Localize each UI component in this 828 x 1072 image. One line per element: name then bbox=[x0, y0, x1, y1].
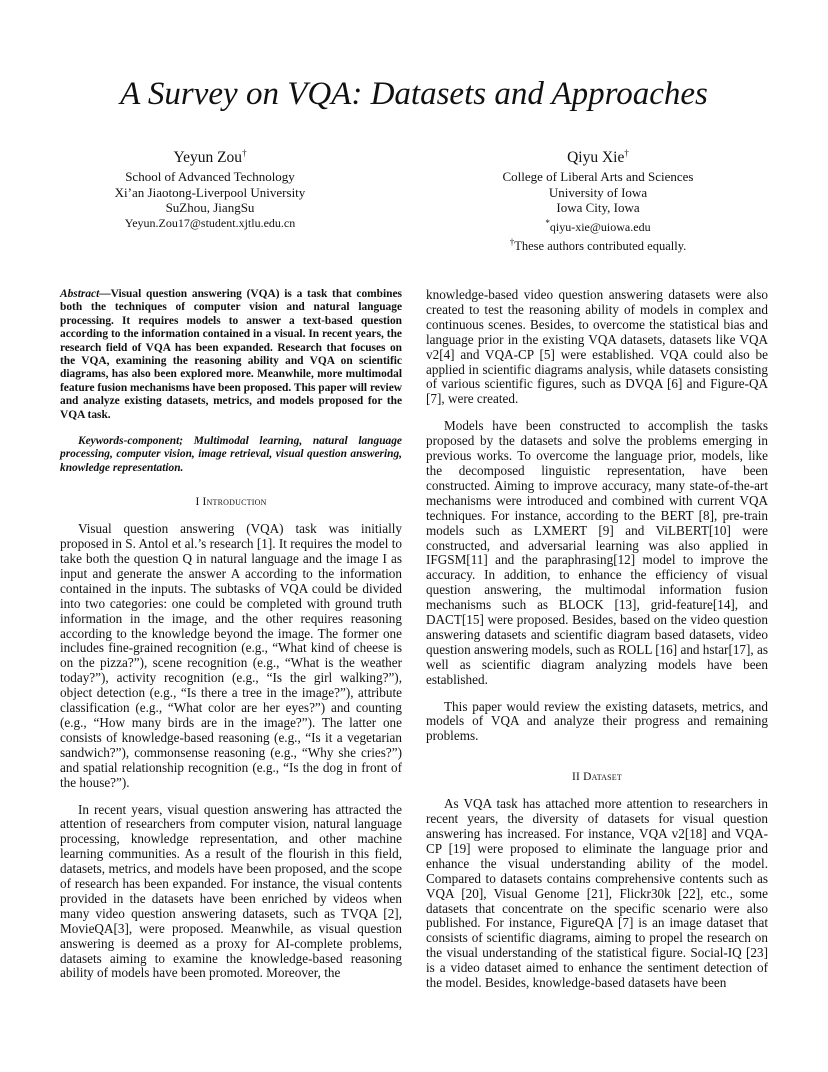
author-name: Yeyun Zou bbox=[173, 149, 243, 167]
author-institution: University of Iowa bbox=[548, 184, 648, 200]
author-block-1 bbox=[60, 142, 360, 231]
author-name: Qiyu Xie bbox=[567, 149, 625, 167]
paper-title: A Survey on VQA: Datasets and Approaches bbox=[120, 76, 708, 112]
author-location: Iowa City, Iowa bbox=[556, 200, 640, 216]
abstract-text: —Visual question answering (VQA) is a task that combines both the techniques of computer vision and natural language processing. It requires models to answer a text-based question according to the information contained in a visual. In recent years, the research field of VQA has been expanded. Research that focuses on the VQA, examining the reasoning ability and VQA on scientific diagrams, has also been explored more. Meanwhile, more multimodal feature fusion mechanisms have been proposed. This paper will review and analyze existing datasets, metrics, and models proposed for the VQA task. bbox=[60, 288, 402, 421]
author-institution: Xi’an Jiaotong-Liverpool University bbox=[114, 184, 306, 200]
abstract-label: Abstract bbox=[60, 288, 100, 300]
section-heading bbox=[60, 495, 402, 510]
paragraph: This paper would review the existing datasets, metrics, and models of VQA and analyze their progress and remaining problems. bbox=[426, 698, 768, 744]
left-column bbox=[60, 288, 402, 981]
section-heading bbox=[426, 770, 768, 785]
paragraph: Visual question answering (VQA) task was initially proposed in S. Antol et al.’s research [1]. It requires the model to take both the question Q in natural language and the image I as input and generate the answer A according to the information contained in the inputs. The subtasks of VQA could be divided into two categories: one could be completed with ground truth information in the image, and the other requires reasoning according to the knowledge beyond the image. The former one includes fine-grained recognition (e.g., “What kind of cheese is on the pizza?”), scene recognition (e.g., “What is the weather today?”), activity recognition (e.g., “Is the girl walking?”), object detection (e.g., “Is there a tree in the image?”), attribute classification (e.g., “What color are her eyes?”) and counting (e.g., “How many birds are in the image?”). The latter one consists of knowledge-based reasoning (e.g., “Is it a vegetarian sandwich?”), commonsense reasoning (e.g., “Why she cries?”) and spatial relationship recognition (e.g., “Is the dog in front of the house?”). bbox=[60, 521, 402, 790]
paragraph: knowledge-based video question answering datasets were also created to test the reasoning ability of models in complex and continuous scenes. Besides, to overcome the statistical bias and language prior in the existing VQA datasets, datasets like VQA v2[4] and VQA-CP [5] were established. VQA could also be applied in scientific diagrams analysis, while datasets consisting of various scientific figures, such as DVQA [6] and Figure-QA [7], were created. bbox=[426, 287, 768, 407]
author-email: qiyu-xie@uiowa.edu bbox=[549, 219, 651, 234]
right-column bbox=[426, 288, 768, 991]
section-title: Dataset bbox=[583, 771, 622, 784]
email-mark: * bbox=[545, 217, 550, 228]
abstract bbox=[60, 288, 402, 422]
author-mark: † bbox=[242, 148, 247, 158]
author-mark: † bbox=[624, 148, 629, 158]
paragraph: As VQA task has attached more attention to researchers in recent years, the diversity of datasets for visual question answering has increased. For instance, VQA v2[18] and VQA-CP [19] were proposed to eliminate the language prior and enhance the visual understanding ability of the model. Compared to datasets contains comprehensive contents such as VQA [20], Visual Genome [21], Flickr30k [22], etc., some datasets that concentrate on the specific scenario were also published. For instance, FigureQA [7] is an image dataset that consists of scientific diagrams, aiming to propel the research on the visual understanding of the statistical figure. Social-IQ [23] is a video dataset aimed to enhance the sentiment detection of the model. Besides, knowledge-based datasets have been bbox=[426, 796, 768, 991]
paragraph: In recent years, visual question answering has attracted the attention of researchers from computer vision, natural language processing, knowledge representation, and other machine learning communities. As a result of the flourish in this field, datasets, metrics, and models have been proposed, and the scope of research has been expanded. For instance, the visual contents provided in the datasets have been enriched by videos when many video question answering datasets, such as TVQA [2], MovieQA[3], were proposed. Meanwhile, as visual question answering is deemed as a proxy for AI-complete problems, datasets aiming to examine the knowledge-based reasoning ability of models have been promoted. Moreover, the bbox=[60, 801, 402, 981]
author-block-2 bbox=[448, 142, 748, 255]
section-number: I bbox=[195, 496, 200, 509]
section-number: II bbox=[572, 771, 581, 784]
keywords: Keywords-component; Multimodal learning, natural language processing, computer vision, image retrieval, visual question answering, knowledge representation. bbox=[60, 435, 402, 474]
author-affiliation: College of Liberal Arts and Sciences bbox=[502, 169, 694, 185]
author-email: Yeyun.Zou17@student.xjtlu.edu.cn bbox=[124, 215, 296, 230]
author-affiliation: School of Advanced Technology bbox=[125, 169, 295, 185]
note-mark: † bbox=[509, 237, 515, 248]
section-title: Introduction bbox=[202, 496, 267, 509]
paragraph: Models have been constructed to accomplish the tasks proposed by the datasets and solve the problems emerging in previous works. To overcome the language prior, models, like the decomposed linguistic representation, have been constructed. Aiming to improve accuracy, many state-of-the-art mechanisms were introduced and combined with current VQA techniques. For instance, according to the BERT [8], pre-train models such as LXMERT [9] and ViLBERT[10] were constructed, and adversarial learning was also applied in IFGSM[11] and the paraphrasing[12] model to improve the accuracy. In addition, to enhance the efficiency of visual question answering, the multimodal information fusion mechanisms such as BLOCK [13], grid-feature[14], and DACT[15] were proposed. Besides, based on the video question answering datasets and scientific diagram based datasets, video question answering models, such as ROLL [16] and hstar[17], as well as scientific diagram analyzing models have been established. bbox=[426, 418, 768, 687]
author-location: SuZhou, JiangSu bbox=[165, 200, 255, 216]
author-note: These authors contributed equally. bbox=[514, 239, 687, 254]
